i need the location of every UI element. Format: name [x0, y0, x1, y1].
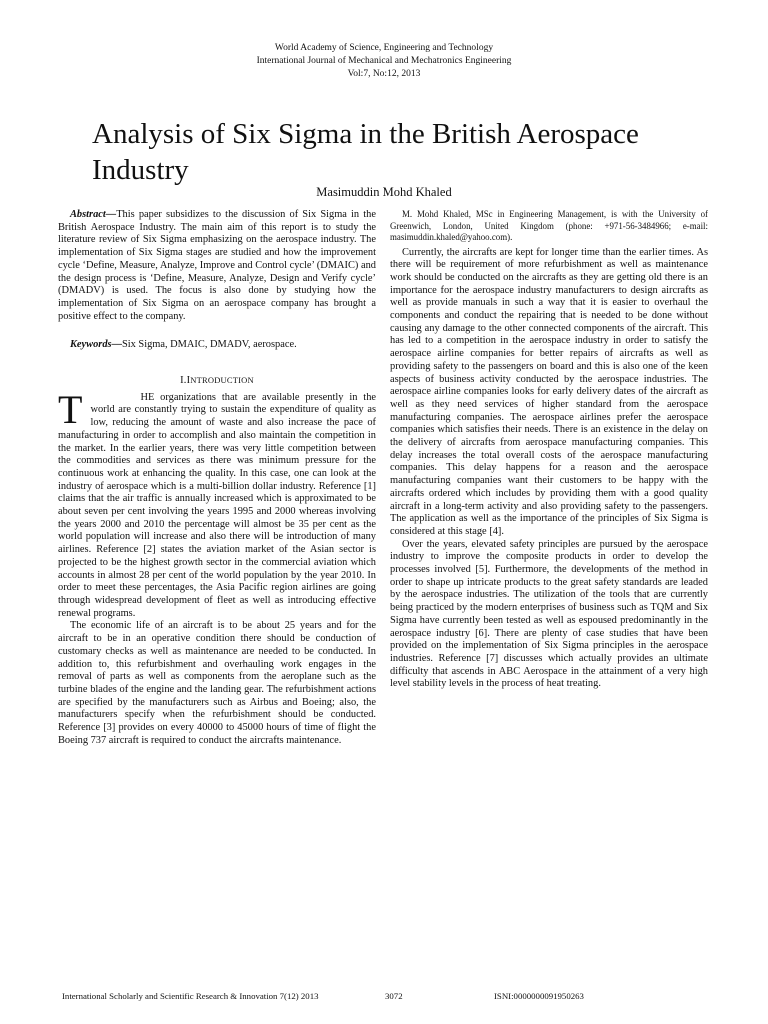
section-number: I.: [180, 375, 187, 387]
keywords: [58, 339, 376, 352]
intro-paragraph-1: [58, 386, 376, 621]
header-line-journal: International Journal of Mechanical and Mechatronics Engineering: [256, 56, 512, 66]
keywords-text: Six Sigma, DMAIC, DMADV, aerospace.: [121, 339, 297, 351]
journal-header: [0, 42, 768, 81]
section-initial: I: [186, 375, 191, 387]
header-line-academy: World Academy of Science, Engineering and Technology: [274, 43, 494, 53]
drop-cap: T: [58, 386, 83, 432]
right-paragraph-1: Currently, the aircrafts are kept for longer time than the earlier times. As there will be requirement of more refurbishment as well as maintenance work should be conducted on the aircrafts as they are getting old there is an importance for the aerospace industry manufacturers to design aircrafts as well as provide manuals in such a way that it is easier to overhaul the components and conduct the repairing that is needed to be done without causing any damage to the other connected components of the aircraft. This has led to a competition in the aerospace industry in order to satisfy the aerospace airline companies for better repairs of aircrafts as well as providing safety to the passengers on board and this is also one of the keen aspects of business activity conducted by the aerospace industries. The aerospace airline companies looks for early delivery dates of the aircraft as well as they need services of higher standard from the aerospace manufacturing companies. The aerospace airlines prefer the aerospace companies which satisfies their needs. There is an existence in the delay on the delivery of aircrafts from aerospace manufacturing companies. This delay increases the total overall costs of the aerospace manufacturing companies. This delay happens for a reason and the aerospace manufacturing companies want their customers to be happy with the aircrafts ordered which includes by providing them with a good quality aircraft in a long-term activity and also providing safety to the passengers. The application as well as the importance of the principles of Six Sigma is considered at this stage [4].: [390, 246, 708, 537]
section-title-rest: NTRODUCTION: [190, 375, 254, 386]
right-paragraph-2: Over the years, elevated safety principles are pursued by the aerospace industry to improve the composite products in order to develop the processes involved [5]. Furthermore, the developments of the method in order to shape up intricate products to the great safety standards are leaded by the aerospace industries. The utilization of the tools that are currently being practiced by the modern enterprises of business such as TQM and Six Sigma have currently been tested as well as espoused predominantly in the aerospace industry [6]. There are plenty of case studies that have been provided on the implementation of Six Sigma principles in the aerospace industries. Reference [7] discusses which actually provides an ultimate difficulty that ascends in ABC Aerospace in the attainment of a very high level stability levels in the process of heat treating.: [390, 538, 708, 690]
intro-paragraph-2: The economic life of an aircraft is to be about 25 years and for the aircraft to be in an operative condition there should be conduction of customary checks as well as maintenance are needed to be conducted. In addition to, this refurbishment and overhauling work engages in the removal of parts as well as components from the aeroplane such as the turbine blades of the engine and the landing gear. The refurbishment actions are specified by the manufacturers such as Airbus and Boeing; also, the manufacturers specify when the refurbishment should be conducted. Reference [3] provides on every 40000 to 45000 hours of time of flight the Boeing 737 aircraft is required to conduct the aircrafts maintenance.: [58, 620, 376, 746]
abstract-label: Abstract—: [70, 209, 117, 220]
author-name: Masimuddin Mohd Khaled: [316, 185, 452, 199]
abstract-text: This paper subsidizes to the discussion of Six Sigma in the British Aerospace Industry. The main aim of this report is to study the literature review of Six Sigma emphasizing on the aerospace industry. The implementation of Six Sigma stages are studied and how the improvement cycle ‘Define, Measure, Analyze, Improve and Control cycle’ (DMAIC) and the design process is ‘Define, Measure, Analyze, Design and Verify cycle’ (DMADV) is used. The focus is also done by studying how the implementation of Six Sigma on an aerospace company has brought a positive effect to the company.: [58, 209, 376, 322]
header-line-volume: Vol:7, No:12, 2013: [347, 69, 421, 79]
abstract: [58, 209, 376, 323]
footer-publisher: International Scholarly and Scientific Research & Innovation 7(12) 2013: [62, 991, 319, 1001]
intro-text-1: HE organizations that are available presently in the world are constantly trying to sustain the expenditure of quality as low, reducing the amount of waste and also increase the pace of manufacturing in order to accomplish and also maintain the competition in the market. In the earlier years, there was very little competition between the commodities and services as there was minimum pressure for the continuous work at enhancing the quality. In this case, one can look at the industry of aerospace which is a multi-billion dollar industry. Reference [1] claims that the air traffic is annually increased which is approximated to be about seven per cent involving the years 1995 and 2000 whereas involving the years 2000 and 2010 the percentage will almost be 35 per cent as the world population will increase and also there will be introduction of many airlines. Reference [2] states the aviation market of the Asian sector is projected to be the highest growth sector in the commercial aviation which accounts in almost 28 per cent of the world population by the year 2010. In order to meet these percentages, the Asia Pacific region airlines are going through widespread development of fleet as well as introducing effective renewal programs.: [58, 391, 376, 619]
paper-title: Analysis of Six Sigma in the British Aerospace Industry: [92, 118, 639, 186]
right-column: [390, 209, 708, 691]
left-column: [58, 209, 376, 747]
keywords-label: Keywords—: [70, 339, 122, 351]
author-affiliation: M. Mohd Khaled, MSc in Engineering Management, is with the University of Greenwich, London, United Kingdom (phone: +971-56-3484966; e-mail: masimuddin.khaled@yahoo.com).: [390, 209, 708, 242]
footer-page-number: 3072: [385, 991, 403, 1001]
footer-isni: ISNI:0000000091950263: [494, 991, 584, 1001]
section-heading-introduction: [58, 374, 376, 388]
